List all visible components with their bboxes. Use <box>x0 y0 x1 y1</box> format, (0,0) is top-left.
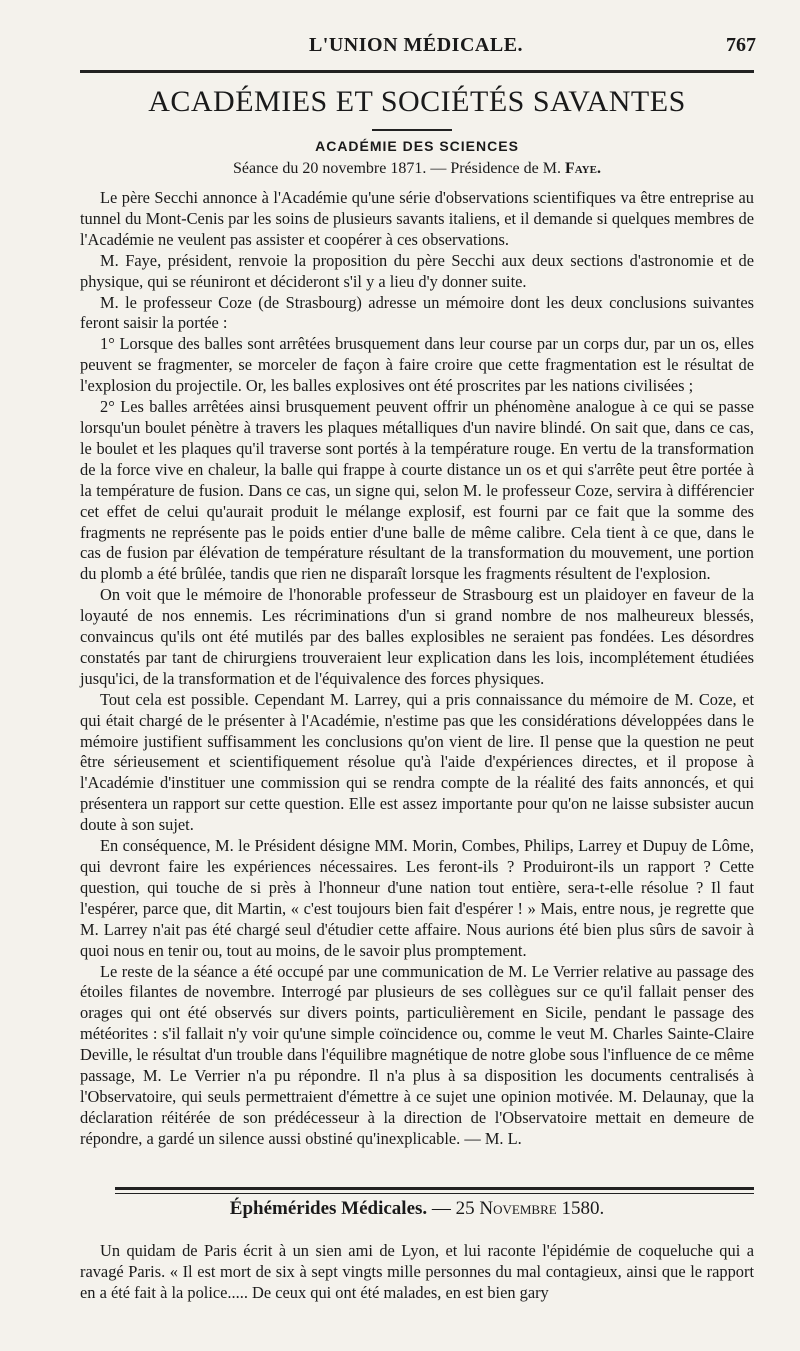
ephemerides-heading <box>80 1198 754 1220</box>
paragraph: On voit que le mémoire de l'honorable professeur de Strasbourg est un plaidoyer en faveur de la loyauté de nos ennemis. Les récriminations d'un si grand nombre de nos malheureux blessés, convaincus qu'ils ont été mutilés par des balles explosibles ne seraient pas fondées. Les désordres constatés par tant de chirurgiens trouveraient leur explication dans les lois, incomplétement étudiées jusqu'ici, de la transformation et de l'équivalence des forces physiques. <box>80 585 754 688</box>
paragraph: Un quidam de Paris écrit à un sien ami de Lyon, et lui raconte l'épidémie de coqueluche qui a ravagé Paris. « Il est mort de six à sept vingts mille personnes du mal contagieux, ainsi que le rapport en a été fait à la police..... De ceux qui ont été malades, en est bien gary <box>80 1241 754 1302</box>
seance-line <box>80 160 754 178</box>
page-number: 767 <box>726 34 756 56</box>
journal-title: L'UNION MÉDICALE. <box>308 34 524 56</box>
header-rule <box>80 70 754 73</box>
paragraph: En conséquence, M. le Président désigne MM. Morin, Combes, Philips, Larrey et Dupuy de Lôme, qui devront faire les expériences nécessaires. Les feront-ils ? Produiront-ils un rapport ? Cette question, qui touche de si près à l'honneur d'une nation tout entière, sera-t-elle résolue ? Il faut l'espérer, parce que, dit Martin, « c'est toujours bien fait d'espérer ! » Mais, entre nous, je regrette que M. Larrey n'ait pas été chargé seul d'étudier cette affaire. Nous aurions été bien plus sûrs de savoir à quoi nous en tenir ou, tout au moins, de le savoir plus promptement. <box>80 836 754 960</box>
paragraph: Le père Secchi annonce à l'Académie qu'une série d'observations scientifiques va être entreprise au tunnel du Mont-Cenis par les soins de plusieurs savants italiens, et il demande si quelques membres de l'Académie ne veulent pas assister et coopérer à ces observations. <box>80 188 754 249</box>
title-rule <box>372 129 452 131</box>
ephemerides-year: 1580. <box>561 1198 605 1219</box>
ephemerides-month: Novembre <box>479 1198 557 1219</box>
paragraph: 2° Les balles arrêtées ainsi brusquement peuvent offrir un phénomène analogue à ce qui se passe lorsqu'un boulet pénètre à travers les plaques métalliques d'un navire blindé. On sait que, dans ce cas, le boulet et les plaques qu'il traverse sont portés à la température rouge. En vertu de la transformation de la force vive en chaleur, la balle qui frappe à courte distance un os et qui s'arrête peut être portée à la température de fusion. Dans ce cas, un signe qui, selon M. le professeur Coze, servira à différencier cet effet de celui qu'aurait produit le mélange explosif, est fourni par ce fait que la somme des fragments ne représente pas le poids entier d'une balle de même calibre. Cela tient à ce que, dans le cas de fusion par élévation de température résultant de la transformation du mouvement, une portion du plomb a été brûlée, tandis que rien ne disparaît lorsque les fragments résultent de l'explosion. <box>80 397 754 584</box>
paragraph: M. Faye, président, renvoie la proposition du père Secchi aux deux sections d'astronomie et de physique, qui se réuniront et décideront s'il y a lieu d'y donner suite. <box>80 250 754 291</box>
seance-text: Séance du 20 novembre 1871. — Présidence de M. <box>233 160 561 177</box>
president-name: Faye. <box>564 160 601 177</box>
paragraph: 1° Lorsque des balles sont arrêtées brusquement dans leur course par un corps dur, par un os, elles peuvent se fragmenter, se morceler de façon à faire croire que cette fragmentation est le résultat de l'explosion du projectile. Or, les balles explosives ont été proscrites par les nations civilisées ; <box>80 334 754 396</box>
running-head <box>76 32 756 62</box>
article-body <box>80 188 754 1150</box>
paragraph: Tout cela est possible. Cependant M. Larrey, qui a pris connaissance du mémoire de M. Coze, et qui était chargé de le présenter à l'Académie, n'estime pas que les considérations développées dans le mémoire justifient suffisamment les conclusions qu'on vient de lire. Il pense que la question ne peut être sérieusement et scientifiquement résolue qu'à l'aide d'expériences directes, et il propose à l'Académie d'instituer une commission qui se rendra compte de la réalité des faits annoncés, et qui présentera un rapport sur cette question. Elle est assez importante pour qu'on ne laisse subsister aucun doute à son sujet. <box>80 689 754 835</box>
ephemerides-body <box>80 1240 754 1303</box>
section-divider <box>115 1187 754 1194</box>
ephemerides-date-prefix: — 25 <box>431 1198 475 1219</box>
paragraph: Le reste de la séance a été occupé par une communication de M. Le Verrier relative au passage des étoiles filantes de novembre. Interrogé par plusieurs de ses collègues sur ce qu'il fallait penser des orages qui ont été observés sur divers points, particulièrement en Sicile, pendant le passage des météorites : s'il fallait n'y voir qu'une simple coïncidence ou, comme le veut M. Charles Sainte-Claire Deville, le résultat d'un trouble dans l'équilibre magnétique de notre globe sous l'influence de ce même passage, M. Le Verrier n'a pu répondre. Il n'a plus à sa disposition les documents centralisés à l'Observatoire, qui seuls permettraient d'émettre à ce sujet une opinion motivée. M. Delaunay, que la déclaration réitérée de son prédécesseur à la direction de l'Observatoire mettait en demeure de répondre, a gardé un silence aussi obstiné qu'inexplicable. — M. L. <box>80 961 754 1148</box>
section-title: ACADÉMIES ET SOCIÉTÉS SAVANTES <box>148 85 686 118</box>
ephemerides-title: Éphémérides Médicales. <box>229 1198 428 1219</box>
paragraph: M. le professeur Coze (de Strasbourg) adresse un mémoire dont les deux conclusions suivantes feront saisir la portée : <box>80 292 754 333</box>
subsection-title: ACADÉMIE DES SCIENCES <box>315 138 519 154</box>
